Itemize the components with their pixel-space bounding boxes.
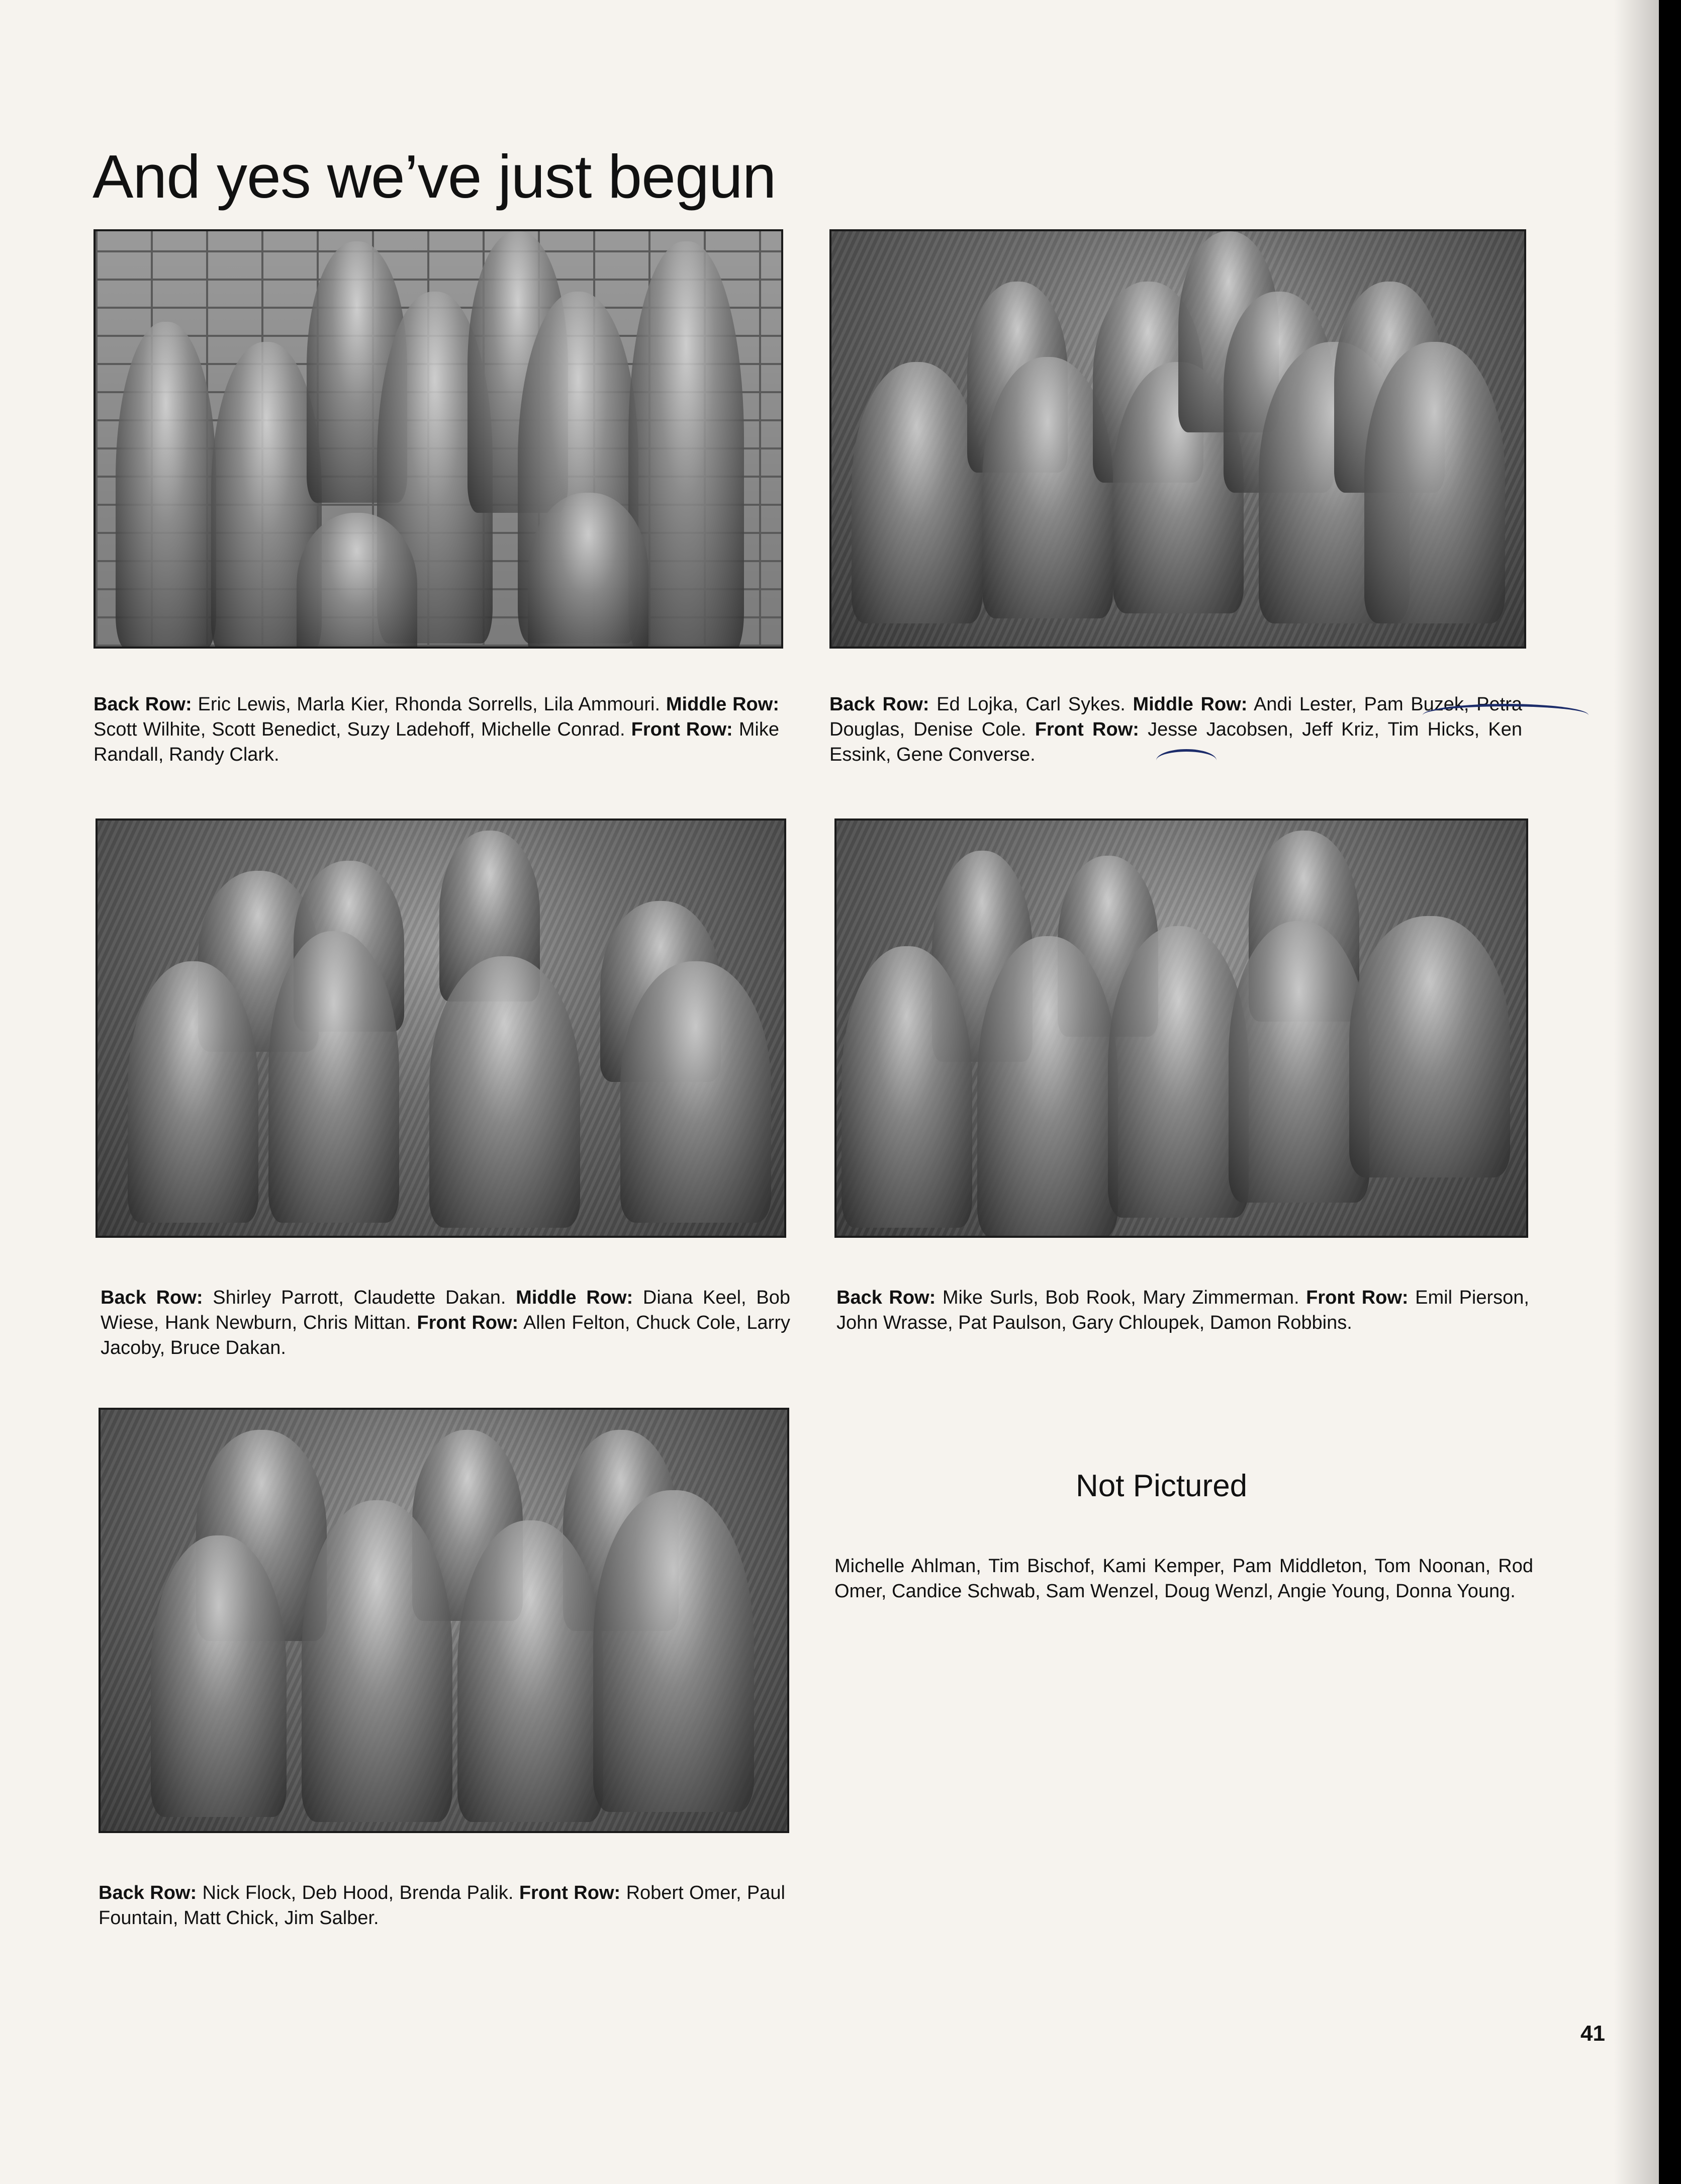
back-row-names: Ed Lojka, Carl Sykes.: [929, 694, 1133, 715]
student-figure: [1108, 926, 1249, 1218]
middle-row-names: Scott Wilhite, Scott Benedict, Suzy Ladehoff, Michelle Conrad.: [94, 719, 631, 740]
back-row-names: Mike Surls, Bob Rook, Mary Zimmerman.: [936, 1287, 1306, 1308]
front-row-label: Front Row:: [1035, 719, 1139, 740]
front-row-label: Front Row:: [1306, 1287, 1409, 1308]
class-photo-5: [99, 1408, 789, 1833]
not-pictured-heading: Not Pictured: [1076, 1469, 1248, 1503]
middle-row-label: Middle Row:: [1133, 694, 1248, 715]
student-figure: [842, 946, 972, 1228]
class-photo-2: [829, 229, 1526, 649]
student-figure: [1229, 921, 1369, 1203]
front-row-label: Front Row:: [519, 1882, 621, 1903]
class-photo-1: [94, 229, 783, 649]
student-figure: [1364, 342, 1505, 623]
front-row-names: Mike Randall, Randy Clark.: [94, 719, 779, 765]
gutter-shadow: [1614, 0, 1659, 2184]
caption-photo-1: [94, 692, 779, 767]
back-row-names: Shirley Parrott, Claudette Dakan.: [203, 1287, 516, 1308]
student-figure: [457, 1520, 603, 1822]
student-figure: [116, 322, 216, 649]
student-figure: [1349, 916, 1510, 1177]
caption-photo-3: [101, 1285, 790, 1360]
middle-row-label: Middle Row:: [666, 694, 779, 715]
back-row-label: Back Row:: [836, 1287, 936, 1308]
not-pictured-names: Michelle Ahlman, Tim Bischof, Kami Kemper, Pam Middleton, Tom Noonan, Rod Omer, Candice Schwab, Sam Wenzel, Doug Wenzl, Angie Young, Donna Young.: [834, 1556, 1533, 1602]
student-figure: [852, 362, 982, 623]
front-row-names: Jesse Jacobsen, Jeff Kriz, Tim Hicks, Ken Essink, Gene Converse.: [829, 719, 1522, 765]
student-figure: [297, 513, 417, 649]
page-number: 41: [1580, 2021, 1605, 2046]
front-row-names: Allen Felton, Chuck Cole, Larry Jacoby, Bruce Dakan.: [101, 1312, 790, 1358]
student-figure: [128, 961, 258, 1223]
caption-photo-4: [836, 1285, 1529, 1335]
student-figure: [528, 493, 648, 649]
student-figure: [620, 961, 771, 1223]
class-photo-4: [834, 818, 1528, 1238]
student-figure: [977, 936, 1118, 1238]
front-row-label: Front Row:: [417, 1312, 519, 1333]
page-title: And yes we’ve just begun: [92, 142, 776, 211]
back-row-label: Back Row:: [94, 694, 192, 715]
middle-row-names: Andi Lester, Pam Buzek, Petra Douglas, Denise Cole.: [829, 694, 1522, 740]
back-row-label: Back Row:: [101, 1287, 203, 1308]
pen-mark: [1423, 704, 1589, 726]
pen-mark: [1156, 749, 1217, 772]
middle-row-label: Middle Row:: [516, 1287, 633, 1308]
back-row-names: Nick Flock, Deb Hood, Brenda Palik.: [197, 1882, 519, 1903]
front-row-names: Emil Pierson, John Wrasse, Pat Paulson, Gary Chloupek, Damon Robbins.: [836, 1287, 1529, 1333]
student-figure: [302, 1500, 452, 1822]
student-figure: [268, 931, 399, 1223]
back-row-names: Eric Lewis, Marla Kier, Rhonda Sorrells, Lila Ammouri.: [192, 694, 666, 715]
back-row-label: Back Row:: [829, 694, 929, 715]
front-row-label: Front Row:: [631, 719, 733, 740]
front-row-names: Robert Omer, Paul Fountain, Matt Chick, Jim Salber.: [99, 1882, 785, 1929]
student-figure: [593, 1490, 754, 1812]
student-figure: [429, 956, 580, 1228]
middle-row-names: Diana Keel, Bob Wiese, Hank Newburn, Chris Mittan.: [101, 1287, 790, 1333]
class-photo-3: [96, 818, 786, 1238]
caption-photo-5: [99, 1880, 785, 1931]
student-figure: [151, 1535, 287, 1817]
back-row-label: Back Row:: [99, 1882, 197, 1903]
